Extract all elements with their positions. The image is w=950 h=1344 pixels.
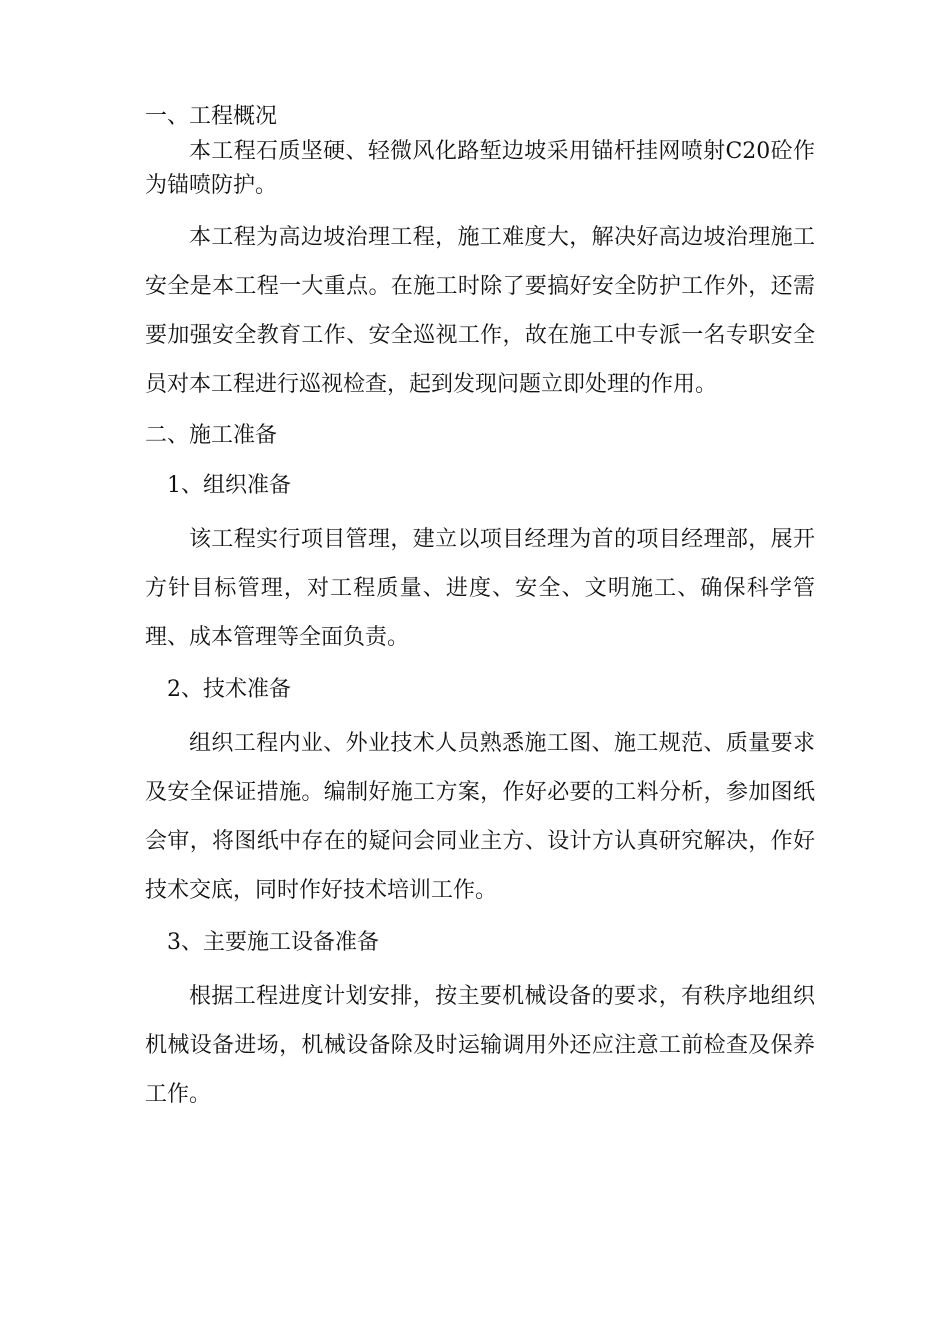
subsection-heading-organization: 1、组织准备: [167, 473, 291, 498]
overview-paragraph-1: 本工程石质坚硬、轻微风化路堑边坡采用锚杆挂网喷射C20砼作为锚喷防护。: [145, 139, 815, 198]
technical-paragraph: 组织工程内业、外业技术人员熟悉施工图、施工规范、质量要求及安全保证措施。编制好施工方案，作好必要的工料分析，参加图纸会审，将图纸中存在的疑问会同业主方、设计方认真研究解决，作好技术交底，同时作好技术培训工作。: [145, 731, 815, 903]
equipment-paragraph: 根据工程进度计划安排，按主要机械设备的要求，有秩序地组织机械设备进场，机械设备除及时运输调用外还应注意工前检查及保养工作。: [145, 984, 815, 1107]
organization-paragraph: 该工程实行项目管理，建立以项目经理为首的项目经理部，展开方针目标管理，对工程质量、进度、安全、文明施工、确保科学管理、成本管理等全面负责。: [145, 527, 815, 650]
document-body: [145, 100, 815, 1119]
subsection-heading-equipment: 3、主要施工设备准备: [167, 930, 379, 955]
section-heading-overview: 一、工程概况: [145, 104, 278, 129]
section-heading-preparation: 二、施工准备: [145, 423, 278, 448]
overview-paragraph-2: 本工程为高边坡治理工程，施工难度大，解决好高边坡治理施工安全是本工程一大重点。在施工时除了要搞好安全防护工作外，还需要加强安全教育工作、安全巡视工作，故在施工中专派一名专职安全员对本工程进行巡视检查，起到发现问题立即处理的作用。: [145, 225, 815, 397]
subsection-heading-technical: 2、技术准备: [167, 677, 291, 702]
